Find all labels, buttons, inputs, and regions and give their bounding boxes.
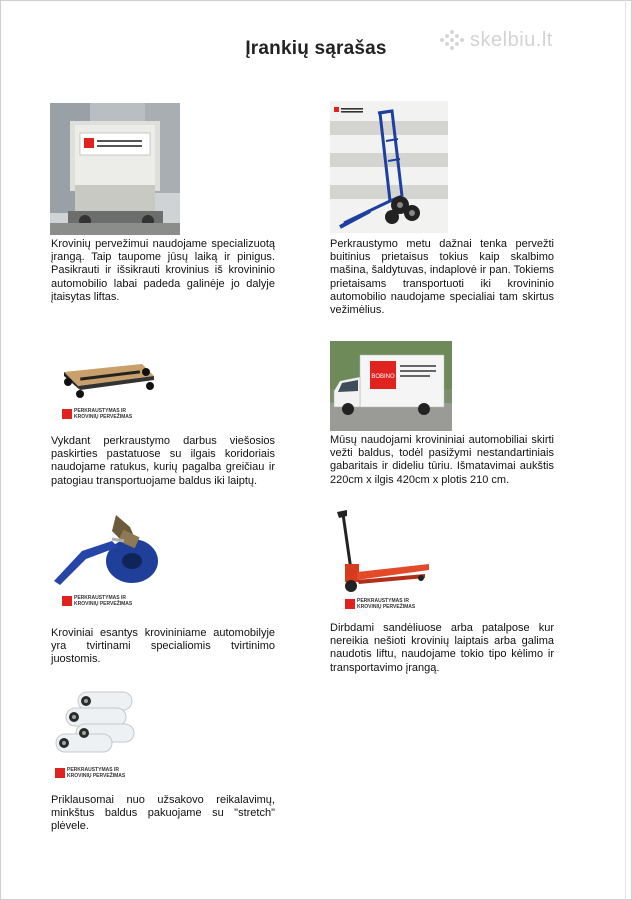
brand-logo-icon <box>62 596 72 606</box>
item-description-stretch-film: Priklausomai nuo užsakovo reikalavimų, minkštus baldus pakuojame su "stretch" plėvele. <box>51 794 275 833</box>
brand-label: PERKRAUSTYMAS IR KROVINIŲ PERVEŽIMAS <box>62 595 132 607</box>
page-edge <box>625 0 626 900</box>
item-description-pallet-jack: Dirbdami sandėliuose arba patalpose kur nereikia nešioti krovinių laiptais arba galima naudotis liftu, naudojame tokio tipo kėlimo ir transportavimo įrangą. <box>330 622 554 674</box>
item-description-liftgate: Krovinių pervežimui naudojame specializuotą įrangą. Taip taupome jūsų laiką ir pinigus. Pasikrauti ir išsikrauti krovinius iš krovininio automobilio labai padeda galinėje jo dalyje įtaisytas liftas. <box>51 238 275 303</box>
brand-logo-icon <box>345 599 355 609</box>
van-logo-text: BOBINO <box>371 374 395 380</box>
brand-label: PERKRAUSTYMAS IR KROVINIŲ PERVEŽIMAS <box>345 598 415 610</box>
hand-truck-photo <box>330 101 448 233</box>
stretch-film-photo <box>50 688 138 760</box>
watermark-text: skelbiu.lt <box>470 28 553 51</box>
page-title: Įrankių sąrašas <box>245 38 387 59</box>
furniture-dolly-photo <box>58 362 158 400</box>
brand-label: PERKRAUSTYMAS IR KROVINIŲ PERVEŽIMAS <box>62 408 132 420</box>
liftgate-truck-photo <box>50 103 180 235</box>
item-description-strap: Kroviniai esantys krovininiame automobilyje yra tvirtinami specialiomis tvirtinimo juostomis. <box>51 627 275 666</box>
van-photo <box>330 341 452 431</box>
brand-logo-icon <box>55 768 65 778</box>
brand-logo-icon <box>62 409 72 419</box>
item-description-hand-truck: Perkraustymo metu dažnai tenka pervežti buitinius prietaisus tokius kaip skalbimo mašina, šaldytuvas, indaplovė ir pan. Tokiems prietaisams transportuoti iki krovininio automobilio naudojame specialiai tam skirtus vežimėlius. <box>330 238 554 317</box>
pallet-jack-photo <box>333 508 433 594</box>
item-description-van: Mūsų naudojami krovininiai automobiliai skirti vežti baldus, todėl pasižymi nestandartiniais gabaritais ir dideliu tūriu. Išmatavimai aukštis 220cm x ilgis 420cm x plotis 210 cm. <box>330 434 554 486</box>
ratchet-strap-photo <box>52 511 164 589</box>
brand-label: PERKRAUSTYMAS IR KROVINIŲ PERVEŽIMAS <box>55 767 125 779</box>
item-description-dolly: Vykdant perkraustymo darbus viešosios paskirties pastatuose su ilgais koridoriais naudojame ratukus, kurių pagalba greičiau ir patogiau transportuojame baldus iki laiptų. <box>51 435 275 487</box>
